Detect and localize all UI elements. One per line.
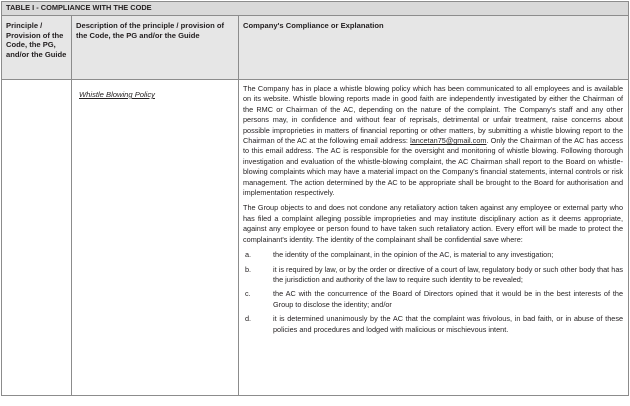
header-principle: Principle / Provision of the Code, the PG, and/or the Guide [2,16,72,80]
list-marker: b. [245,264,252,274]
table-title: TABLE I - COMPLIANCE WITH THE CODE [2,2,629,16]
list-item-text: it is required by law, or by the order or directive of a court of law, regulatory body or such other body that has the jurisdiction and authority of the law to require such identity to be revealed; [273,264,624,284]
list-item [243,250,623,260]
compliance-paragraph-2: The Group objects to and does not condone any retaliatory action taken against any employee or external party who has filed a complaint alleging possible improprieties and may institute disciplinary action as it deems appropriate, against any employee or person found to have taken such retaliatory action. Every effort will be made to protect the complainant's identity. The identity of the complainant shall be confidential save where: [243,203,624,244]
compliance-table [1,1,629,396]
paragraph-1-text: The Company has in place a whistle blowing policy which has been communicated to all employees and is available on its website. Whistle blowing reports made in good faith are independently investigated by either the Chairman of the RMC or Chairman of the AC, depending on the nature of the complaint. The Company's staff and any other persons may, in confidence and without fear of reprisals, detrimental or unfair treatment, raise concerns about possible improprieties in matters of financial reporting or other matters, by submitting a whistle blowing report to the Chairman of the AC at the following email address: [243,84,624,146]
description-cell [72,80,239,396]
list-item [243,289,623,310]
paragraph-1-continued: . Only the Chairman of the AC has access to this email address. The AC is responsible for the oversight and monitoring of whistle blowing. Following thorough investigation and evaluation of the whistle-blowing complaint, the AC Chairman shall report to the Board on whistle-blowing complaints which may have a material impact on the Company's financial statements, internal controls or risk management. The action determined by the AC to be appropriate shall be brought to the Board for authorisation and implementation respectively. [243,136,624,198]
compliance-cell [239,80,629,396]
list-marker: a. [245,250,252,260]
compliance-paragraph-1 [243,84,623,198]
list-item [243,314,623,335]
list-marker: d. [245,314,252,324]
principle-cell [2,80,72,396]
policy-title: Whistle Blowing Policy [79,90,155,99]
table-header-row [2,16,629,80]
list-item [243,265,623,286]
confidentiality-exceptions-list [243,250,623,335]
header-description: Description of the principle / provision of the Code, the PG and/or the Guide [72,16,239,80]
list-marker: c. [245,289,251,299]
table-row [2,80,629,396]
table-title-row [2,2,629,16]
list-item-text: the identity of the complainant, in the opinion of the AC, is material to any investigation; [273,250,554,260]
email-address: lancetan75@gmail.com [410,136,487,146]
list-item-text: it is determined unanimously by the AC that the complaint was frivolous, in bad faith, or in abuse of these policies and procedures and lodged with malicious or mischievous intent. [273,314,624,334]
header-compliance: Company's Compliance or Explanation [239,16,629,80]
list-item-text: the AC with the concurrence of the Board of Directors opined that it would be in the best interests of the Group to disclose the identity; and/or [273,289,624,309]
